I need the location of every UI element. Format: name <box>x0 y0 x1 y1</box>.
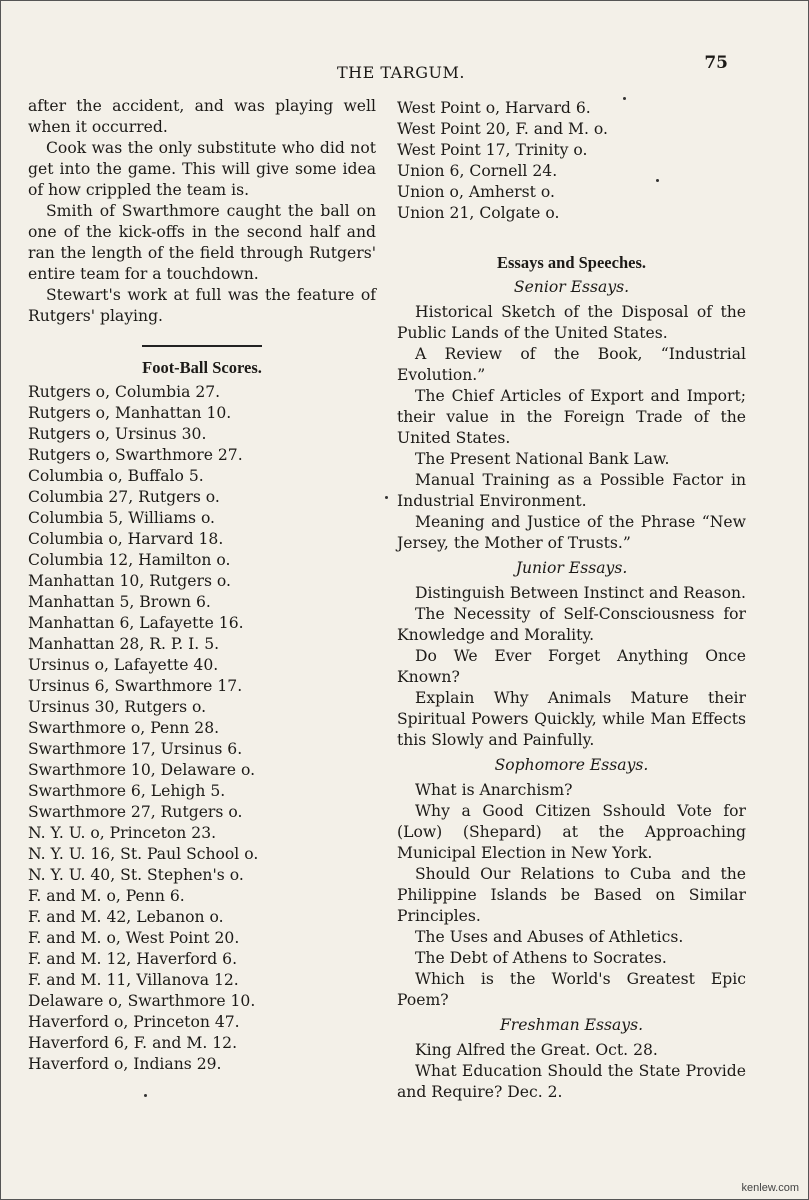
score-line: Rutgers o, Ursinus 30. <box>28 425 207 443</box>
left-column <box>28 96 376 1075</box>
essay-item: Manual Training as a Possible Factor in Industrial Environment. <box>397 471 746 510</box>
score-line: F. and M. 12, Haverford 6. <box>28 950 238 968</box>
essays-title: Essays and Speeches. <box>497 253 646 272</box>
page-number: 75 <box>704 53 728 73</box>
essay-item: The Uses and Abuses of Athletics. <box>415 928 684 946</box>
score-line: Columbia 27, Rutgers o. <box>28 488 220 506</box>
score-line: Columbia o, Harvard 18. <box>28 530 224 548</box>
essay-item: Which is the World's Greatest Epic Poem? <box>397 970 746 1009</box>
score-line: F. and M. 42, Lebanon o. <box>28 908 224 926</box>
sophomore-essays-heading: Sophomore Essays. <box>494 756 649 774</box>
score-line: N. Y. U. o, Princeton 23. <box>28 824 217 842</box>
essay-item: The Necessity of Self-Consciousness for Knowledge and Morality. <box>397 605 746 644</box>
score-line: Swarthmore 17, Ursinus 6. <box>28 740 243 758</box>
score-line: Haverford o, Indians 29. <box>28 1055 222 1073</box>
scores-list <box>28 382 376 1075</box>
score-line: Union o, Amherst o. <box>397 183 555 201</box>
score-line: Rutgers o, Manhattan 10. <box>28 404 232 422</box>
score-line: Ursinus 30, Rutgers o. <box>28 698 207 716</box>
score-line: Haverford o, Princeton 47. <box>28 1013 240 1031</box>
essay-item: Should Our Relations to Cuba and the Philippine Islands be Based on Similar Principles. <box>397 865 746 925</box>
score-line: F. and M. 11, Villanova 12. <box>28 971 239 989</box>
score-line: F. and M. o, Penn 6. <box>28 887 185 905</box>
essay-item: The Present National Bank Law. <box>415 450 670 468</box>
score-line: N. Y. U. 16, St. Paul School o. <box>28 845 259 863</box>
score-line: West Point o, Harvard 6. <box>397 99 591 117</box>
score-line: Swarthmore o, Penn 28. <box>28 719 220 737</box>
essay-item: The Debt of Athens to Socrates. <box>415 949 667 967</box>
score-line: West Point 20, F. and M. o. <box>397 120 609 138</box>
score-line: Union 6, Cornell 24. <box>397 162 558 180</box>
score-line: Delaware o, Swarthmore 10. <box>28 992 256 1010</box>
score-line: Union 21, Colgate o. <box>397 204 560 222</box>
freshman-essays-heading: Freshman Essays. <box>499 1016 644 1034</box>
essay-item: Why a Good Citizen Sshould Vote for (Low) (Shepard) at the Approaching Municipal Election in New York. <box>397 802 746 862</box>
print-speck <box>656 179 659 182</box>
essay-item: What is Anarchism? <box>415 781 573 799</box>
essay-item: Distinguish Between Instinct and Reason. <box>415 584 746 602</box>
score-line: Manhattan 5, Brown 6. <box>28 593 211 611</box>
intro-paragraph: after the accident, and was playing well when it occurred. <box>28 97 376 136</box>
score-line: Rutgers o, Columbia 27. <box>28 383 221 401</box>
intro-paragraph: Smith of Swarthmore caught the ball on one of the kick-offs in the second half and ran the length of the field through Rutgers' entire team for a touchdown. <box>28 202 376 283</box>
score-line: Swarthmore 6, Lehigh 5. <box>28 782 226 800</box>
print-speck <box>623 97 626 100</box>
print-speck <box>144 1094 147 1097</box>
section-divider <box>142 345 262 347</box>
right-column <box>397 96 746 1103</box>
essay-item: Historical Sketch of the Disposal of the Public Lands of the United States. <box>397 303 746 342</box>
score-line: Columbia 12, Hamilton o. <box>28 551 231 569</box>
running-head: THE TARGUM. <box>336 63 466 82</box>
essay-item: Meaning and Justice of the Phrase “New Jersey, the Mother of Trusts.” <box>397 513 746 552</box>
score-line: Swarthmore 10, Delaware o. <box>28 761 256 779</box>
score-line: West Point 17, Trinity o. <box>397 141 588 159</box>
intro-paragraph: Stewart's work at full was the feature of Rutgers' playing. <box>28 286 376 325</box>
junior-essays-heading: Junior Essays. <box>515 559 628 577</box>
score-line: Swarthmore 27, Rutgers o. <box>28 803 243 821</box>
score-line: Haverford 6, F. and M. 12. <box>28 1034 238 1052</box>
essay-item: Do We Ever Forget Anything Once Known? <box>397 647 746 686</box>
intro-paragraph: Cook was the only substitute who did not get into the game. This will give some idea of how crippled the team is. <box>28 139 376 199</box>
scores-title: Foot-Ball Scores. <box>142 358 262 377</box>
essay-item: King Alfred the Great. Oct. 28. <box>415 1041 658 1059</box>
score-line: Rutgers o, Swarthmore 27. <box>28 446 243 464</box>
essay-item: What Education Should the State Provide and Require? Dec. 2. <box>397 1062 746 1101</box>
essay-item: Explain Why Animals Mature their Spiritual Powers Quickly, while Man Effects this Slowly and Painfully. <box>397 689 746 749</box>
site-credit: kenlew.com <box>741 1182 799 1194</box>
scores-list-continued <box>397 98 746 224</box>
score-line: Manhattan 10, Rutgers o. <box>28 572 231 590</box>
essay-item: A Review of the Book, “Industrial Evolution.” <box>397 345 746 384</box>
score-line: Ursinus 6, Swarthmore 17. <box>28 677 243 695</box>
score-line: N. Y. U. 40, St. Stephen's o. <box>28 866 244 884</box>
score-line: Ursinus o, Lafayette 40. <box>28 656 219 674</box>
score-line: Columbia 5, Williams o. <box>28 509 216 527</box>
score-line: Manhattan 6, Lafayette 16. <box>28 614 244 632</box>
print-speck <box>385 496 388 499</box>
score-line: F. and M. o, West Point 20. <box>28 929 240 947</box>
score-line: Columbia o, Buffalo 5. <box>28 467 204 485</box>
score-line: Manhattan 28, R. P. I. 5. <box>28 635 220 653</box>
essay-item: The Chief Articles of Export and Import; their value in the Foreign Trade of the United States. <box>397 387 746 447</box>
senior-essays-heading: Senior Essays. <box>513 278 630 296</box>
